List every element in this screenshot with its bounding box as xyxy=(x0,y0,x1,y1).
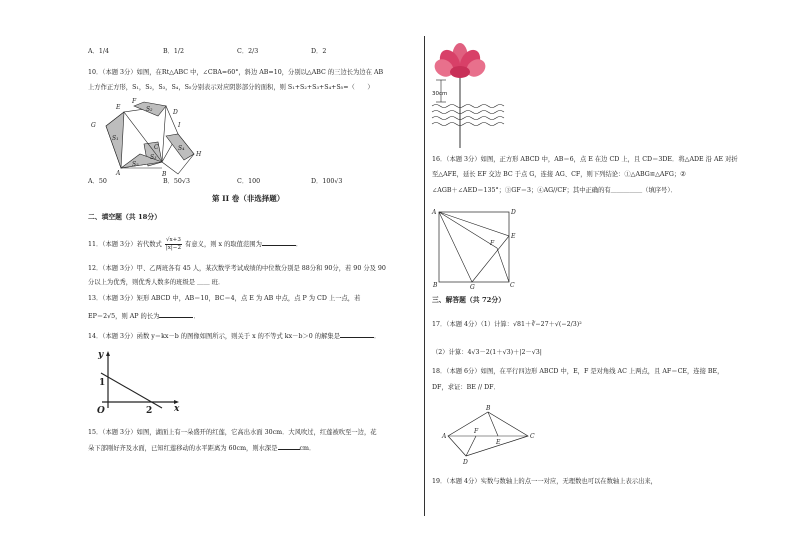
label-e: E xyxy=(116,104,121,111)
label-b: B xyxy=(162,171,167,178)
sq-label-a: A xyxy=(432,209,437,216)
pg-label-f: F xyxy=(474,428,479,435)
q18-line2: DF，求证：BE // DF． xyxy=(432,384,500,391)
sq-label-c: C xyxy=(510,282,515,289)
q10-line1: 10．（本题 3分）如图，在Rt△ABC 中，∠CBA=60°，斜边 AB=10，分别以△ABC 的三边长为边在 AB xyxy=(88,69,384,76)
q9-option-b: B．1/2 xyxy=(163,48,185,55)
pg-label-c: C xyxy=(530,433,535,440)
pg-label-d: D xyxy=(463,459,468,466)
axis-y-label: y xyxy=(98,350,104,360)
q14-blank[interactable] xyxy=(340,331,374,338)
q9-option-d: D．2 xyxy=(311,48,327,55)
q17-line1: 17．（本题 4分）（1）计算：√81＋∛−27＋√(−2/3)² xyxy=(432,321,582,328)
sq-label-g: G xyxy=(470,284,475,291)
pg-label-a: A xyxy=(442,433,447,440)
sq-label-b: B xyxy=(433,282,438,289)
label-s3: S₃ xyxy=(150,154,157,161)
q10-line2: 上方作正方形，S₁，S₂，S₃，S₄，S₅分别表示对应阴影部分的面积，则 S₁+S₂+S₃+S₄+S₅=（ ） xyxy=(88,84,374,91)
q10-figure xyxy=(88,96,208,176)
sq-label-f: F xyxy=(490,240,495,247)
column-divider xyxy=(424,36,425,516)
q18-parallelogram-figure xyxy=(442,406,542,468)
q11-numerator: √x+3 xyxy=(165,237,181,243)
sq-label-d: D xyxy=(511,209,516,216)
section3-heading: 三、解答题（共 72分） xyxy=(432,296,505,304)
label-g: G xyxy=(91,122,96,129)
label-a: A xyxy=(116,170,121,177)
sq-label-e: E xyxy=(511,233,516,240)
q10-option-b: B．50√3 xyxy=(163,178,190,185)
label-h: H xyxy=(196,151,202,158)
label-d: D xyxy=(173,109,178,116)
q11-denominator: |x|−2 xyxy=(165,245,182,251)
q15-blank[interactable] xyxy=(278,443,300,450)
height-label: 30cm xyxy=(432,91,448,97)
pg-label-e: E xyxy=(496,439,501,446)
q12-line2: 分以上为优秀，则优秀人数多的班级是 ＿＿ 班． xyxy=(88,279,225,286)
q16-line3: ∠AGB＋∠AED＝135°；③GF＝3；④AG//CF；其中正确的有＿＿＿＿＿（填序号）． xyxy=(432,187,677,194)
q9-option-a: A．1/4 xyxy=(88,48,109,55)
q15-line2 xyxy=(88,443,315,453)
q10-option-c: C．100 xyxy=(237,178,261,185)
q14-line1-text: 14．（本题 3分）函数 y＝kx－b 的图像如图所示，则关于 x 的不等式 kx－b＞0 的解集是 xyxy=(88,333,340,340)
part2-title: 第 II 卷（非选择题） xyxy=(212,194,285,203)
q16-square-figure xyxy=(432,207,522,291)
label-i: I xyxy=(178,122,181,129)
function-line xyxy=(101,373,162,408)
q15-line1: 15．（本题 3分）如图，湖面上有一朵盛开的红莲，它高出水面 30cm．大风吹过，红莲被吹至一边，花 xyxy=(88,429,377,436)
label-s4: S₄ xyxy=(178,145,185,152)
pg-label-b: B xyxy=(486,405,491,412)
origin-label: O xyxy=(97,406,105,416)
q13-blank[interactable] xyxy=(159,311,193,318)
q15-lotus-figure xyxy=(432,40,512,150)
q11-blank[interactable] xyxy=(262,239,296,246)
label-c: C xyxy=(154,144,159,151)
q11-fraction xyxy=(165,237,182,252)
label-s5: S₅ xyxy=(132,161,139,168)
q19-line1: 19．（本题 4分）实数与数轴上的点一一对应，无理数也可以在数轴上表示出来， xyxy=(432,478,657,485)
q15-line2-text: 朵下部刚好齐及水面，已知红莲移动的水平距离为 60cm，则水深是 xyxy=(88,445,278,452)
label-s2: S₂ xyxy=(146,106,153,113)
q11-before: 11．（本题 3分）若代数式 xyxy=(88,241,162,248)
x-intercept-label: 2 xyxy=(146,406,153,416)
q18-line1: 18．（本题 6分）如图，在平行四边形 ABCD 中，E，F 是对角线 AC 上两点，且 AF＝CE，连接 BE， xyxy=(432,368,724,375)
q17-line2: （2）计算：4√3－2(1＋√3)＋|2－√3| xyxy=(432,349,542,356)
q10-option-d: D．100√3 xyxy=(311,178,343,185)
axis-x-label: x xyxy=(174,404,180,414)
q14-line1: 14．（本题 3分）函数 y＝kx－b 的图像如图所示，则关于 x 的不等式 kx－b＞0 的解集是 ． xyxy=(88,333,381,340)
label-f: F xyxy=(132,98,137,105)
q14-graph xyxy=(96,350,186,415)
q13-line2: EP＝2√5，则 AP 的长为 ． xyxy=(88,313,200,320)
q16-line2: 至△AFE，延长 EF 交边 BC 于点 G，连接 AG、CF，则下列结论：①△ABG≌△AFG；② xyxy=(432,171,686,178)
q13-line1: 13．（本题 3分）矩形 ABCD 中，AB＝10，BC＝4，点 E 为 AB 中点，点 P 为 CD 上一点，若 xyxy=(88,295,361,302)
q16-line1: 16．（本题 3分）如图，正方形 ABCD 中，AB＝6，点 E 在边 CD 上，且 CD＝3DE．将△ADE 沿 AE 对折 xyxy=(432,156,738,163)
q9-option-c: C．2/3 xyxy=(237,48,259,55)
q15-unit: cm． xyxy=(299,445,316,452)
y-intercept-label: 1 xyxy=(99,378,106,388)
q13-line2-text: EP＝2√5，则 AP 的长为 xyxy=(88,313,160,320)
label-s1: S₁ xyxy=(112,135,119,142)
section2-heading: 二、填空题（共 18分） xyxy=(88,213,161,221)
q11-after: 有意义，则 x 的取值范围为 xyxy=(185,241,262,248)
q10-option-a: A．50 xyxy=(88,178,107,185)
q12-line1: 12．（本题 3分）甲、乙两班各有 45 人，某次数学考试成绩的中位数分别是 88分和 90分，若 90 分及 90 xyxy=(88,265,386,272)
q11-text: 11．（本题 3分）若代数式 $\frac{√x+3}{|x|-2}$ 有意义，则 x 的取值范围为 ． xyxy=(88,237,303,251)
